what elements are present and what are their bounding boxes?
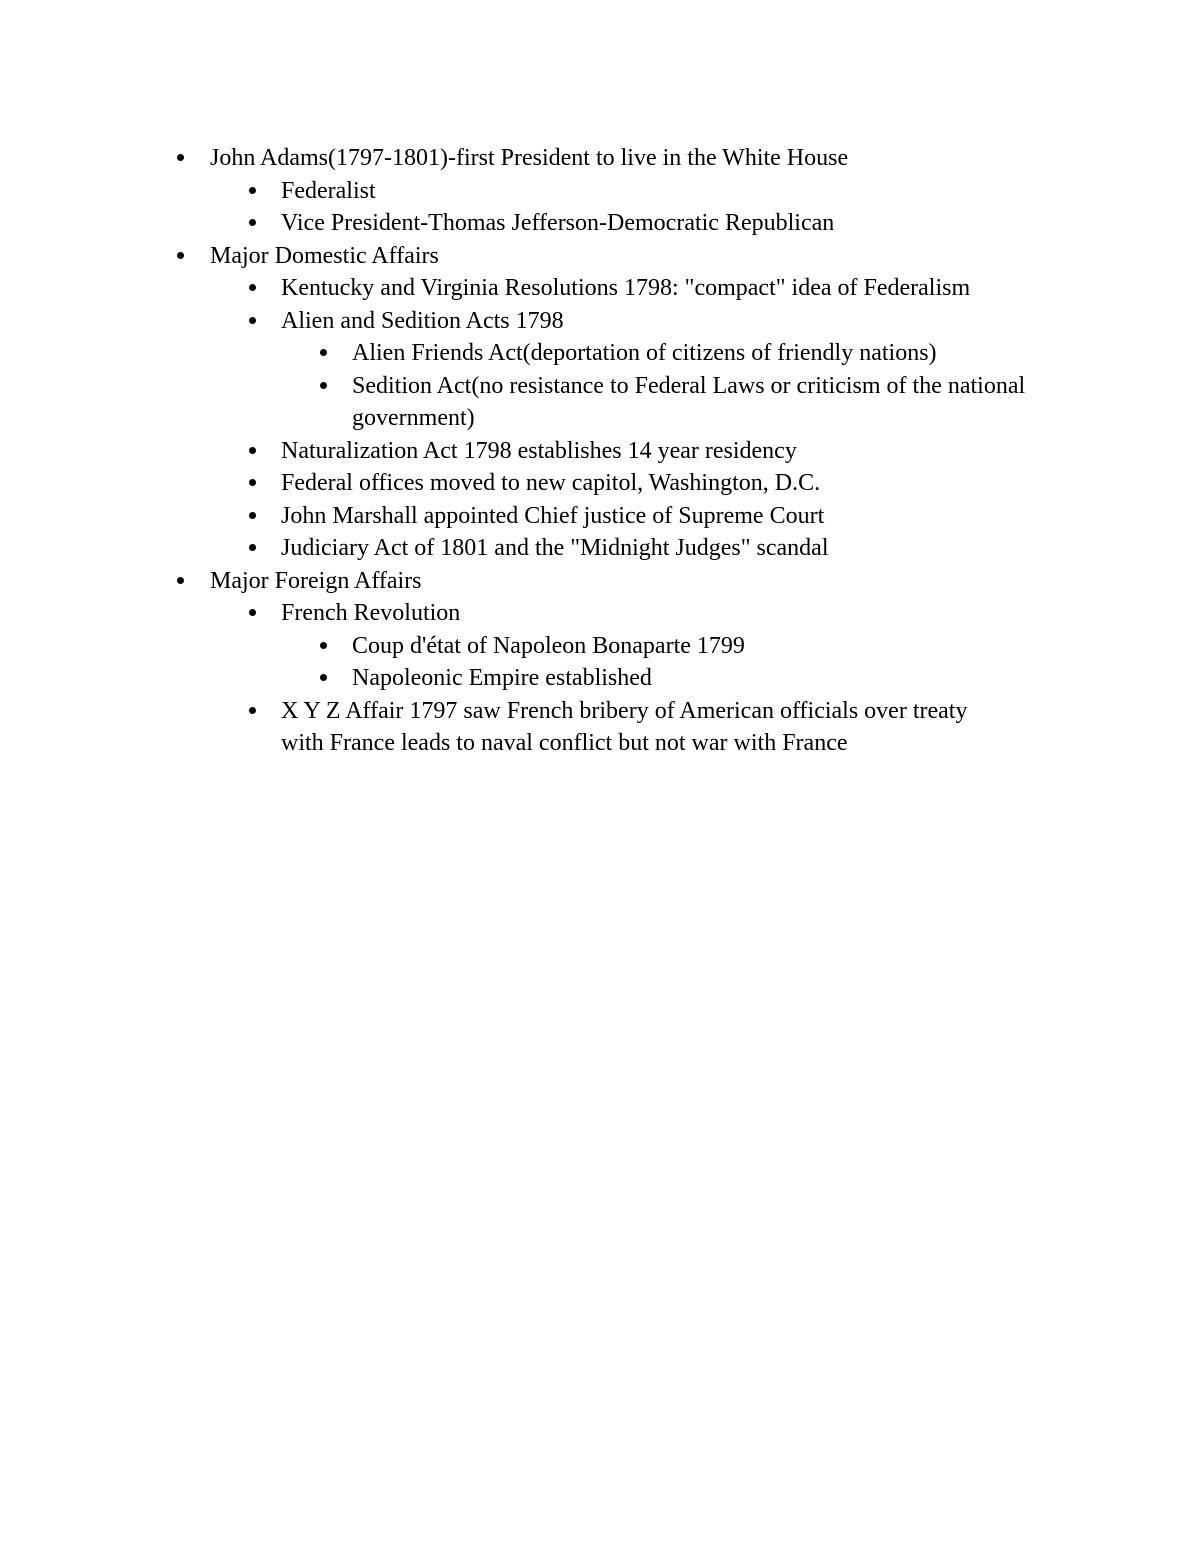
bullet-item: John Marshall appointed Chief justice of Supreme Court (281, 500, 971, 533)
bullet-item: Alien Friends Act(deportation of citizens of friendly nations) (352, 337, 1042, 370)
bullet-item: Coup d'état of Napoleon Bonaparte 1799 (352, 630, 1042, 663)
bullet-item: X Y Z Affair 1797 saw French bribery of American officials over treaty with France leads to naval conflict but not war with France (281, 695, 971, 760)
bullet-item: John Adams(1797-1801)-first President to live in the White House (210, 142, 1010, 175)
bullet-item: Napoleonic Empire established (352, 662, 1042, 695)
bullet-item: Major Domestic Affairs (210, 240, 1010, 273)
bullet-item: Judiciary Act of 1801 and the "Midnight Judges" scandal (281, 532, 971, 565)
bullet-item: Naturalization Act 1798 establishes 14 year residency (281, 435, 971, 468)
bullet-item: Vice President-Thomas Jefferson-Democratic Republican (281, 207, 971, 240)
bullet-item: French Revolution (281, 597, 971, 630)
bullet-outline (0, 142, 1200, 760)
bullet-item: Major Foreign Affairs (210, 565, 1010, 598)
bullet-item: Federal offices moved to new capitol, Washington, D.C. (281, 467, 971, 500)
bullet-item: Federalist (281, 175, 971, 208)
bullet-item: Kentucky and Virginia Resolutions 1798: "compact" idea of Federalism (281, 272, 971, 305)
bullet-item: Alien and Sedition Acts 1798 (281, 305, 971, 338)
bullet-item: Sedition Act(no resistance to Federal Laws or criticism of the national government) (352, 370, 1042, 435)
